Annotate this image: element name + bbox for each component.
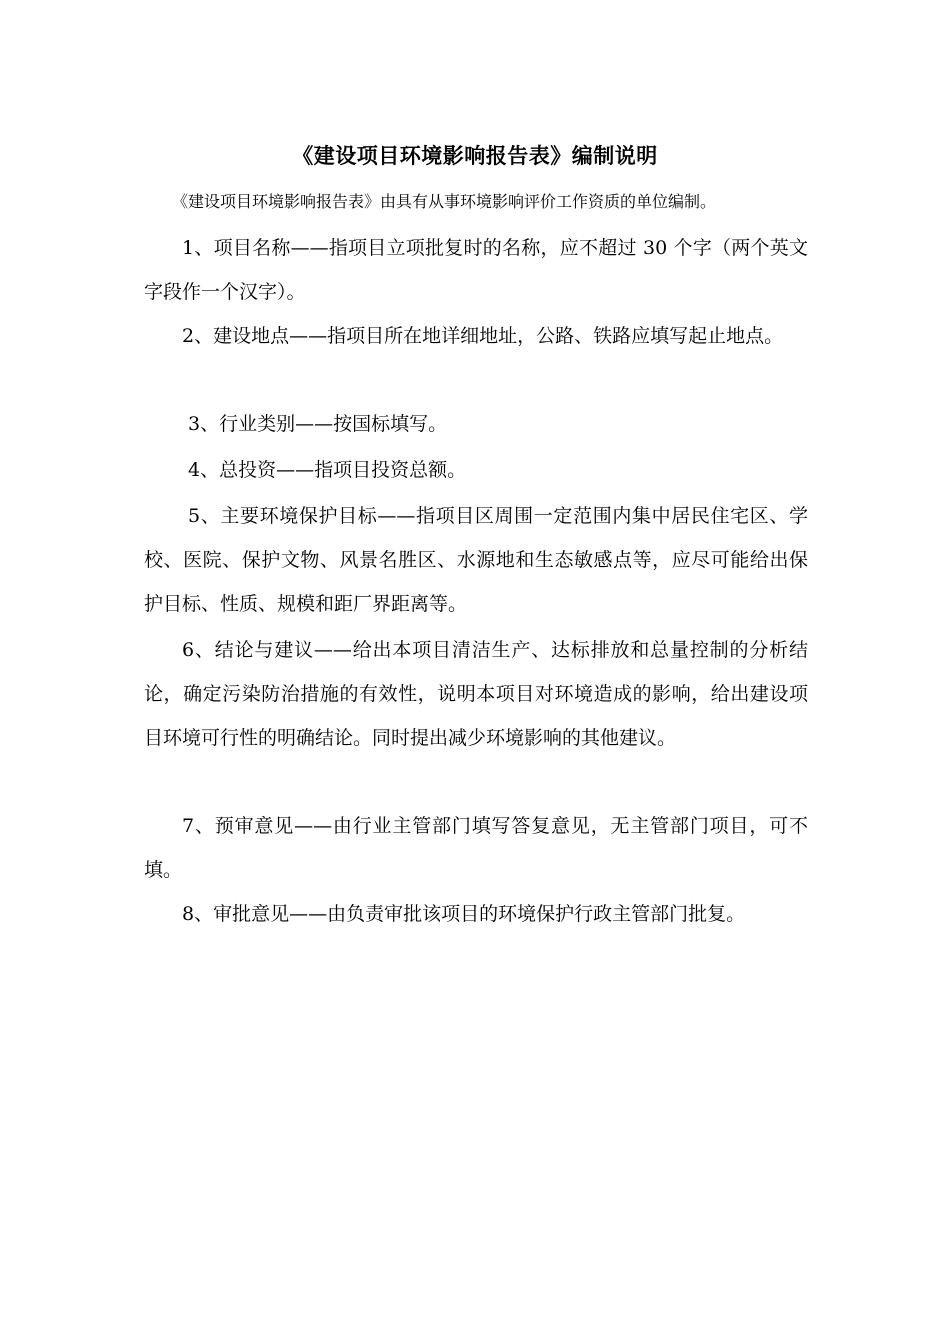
- document-title: 《建设项目环境影响报告表》编制说明: [292, 143, 658, 168]
- item-conclusions: 6、结论与建议——给出本项目清洁生产、达标排放和总量控制的分析结论，确定污染防治措施的有效性，说明本项目对环境造成的影响，给出建设项目环境可行性的明确结论。同时提出减少环境影响的其他建议。: [144, 639, 808, 749]
- item-construction-site: 2、建设地点——指项目所在地详细地址，公路、铁路应填写起止地点。: [182, 325, 784, 347]
- item-protection-targets: 5、主要环境保护目标——指项目区周围一定范围内集中居民住宅区、学校、医院、保护文物、风景名胜区、水源地和生态敏感点等，应尽可能给出保护目标、性质、规模和距厂界距离等。: [144, 505, 808, 615]
- item-pre-review-opinion: 7、预审意见——由行业主管部门填写答复意见，无主管部门项目，可不填。: [144, 815, 808, 881]
- item-industry-category: 3、行业类别——按国标填写。: [188, 413, 448, 435]
- item-project-name: 1、项目名称——指项目立项批复时的名称，应不超过 30 个字（两个英文字段作一个汉字）。: [144, 237, 808, 303]
- intro-paragraph: 《建设项目环境影响报告表》由具有从事环境影响评价工作资质的单位编制。: [172, 192, 717, 211]
- item-approval-opinion: 8、审批意见——由负责审批该项目的环境保护行政主管部门批复。: [182, 903, 746, 925]
- item-total-investment: 4、总投资——指项目投资总额。: [188, 459, 467, 481]
